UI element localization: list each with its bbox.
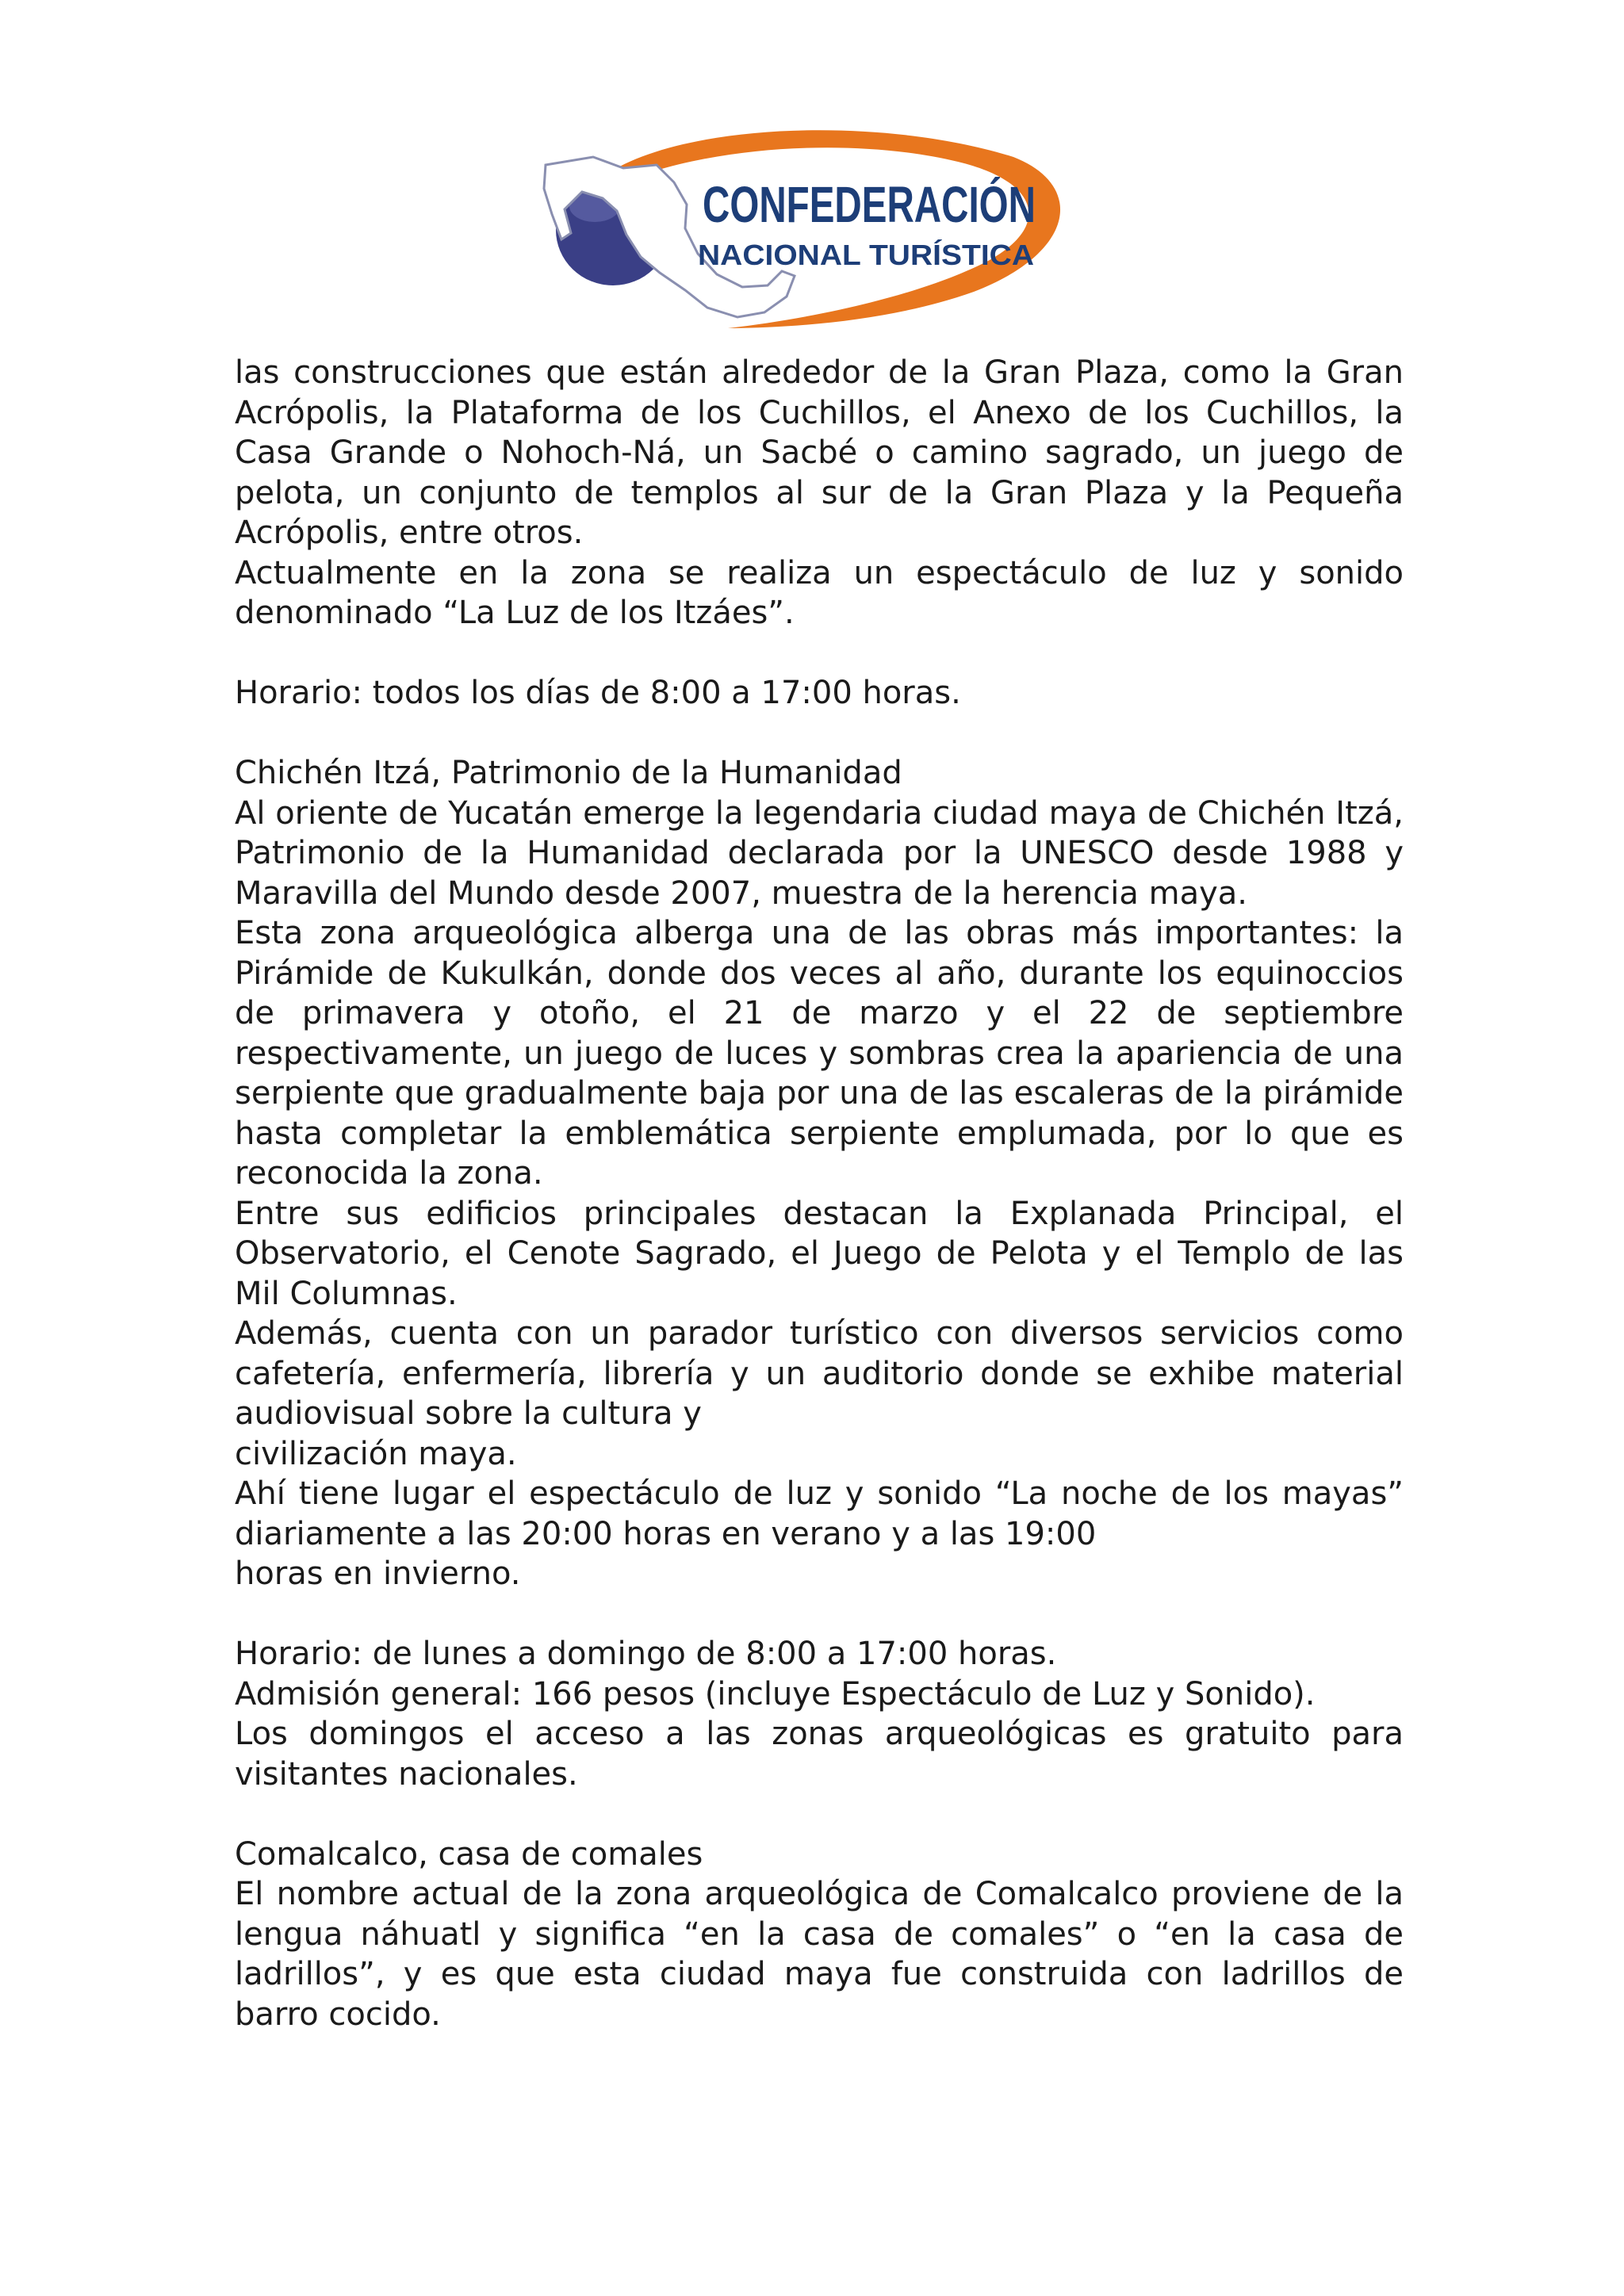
spacer (235, 633, 1404, 674)
paragraph-gran-plaza: las construcciones que están alrededor de la Gran Plaza, como la Gran Acrópolis, la Plataforma de los Cuchillos, el Anexo de los Cuchillos, la Casa Grande o Nohoch-Ná, un Sacbé o camino sagrado, un juego de pelota, un conjunto de templos al sur de la Gran Plaza y la Pequeña Acrópolis, entre otros. (235, 354, 1404, 551)
paragraph-civilizacion: civilización maya. (235, 1435, 517, 1472)
spacer (235, 1794, 1404, 1835)
paragraph-invierno: horas en invierno. (235, 1556, 521, 1592)
logo-line2: NACIONAL TURÍSTICA (698, 239, 1034, 271)
section-heading-chichen-itza: Chichén Itzá, Patrimonio de la Humanidad (235, 755, 902, 791)
paragraph-domingos: Los domingos el acceso a las zonas arqueológicas es gratuito para visitantes nacionales. (235, 1716, 1404, 1793)
section-heading-comalcalco: Comalcalco, casa de comales (235, 1835, 703, 1873)
schedule-line: Horario: todos los días de 8:00 a 17:00 horas. (235, 675, 961, 711)
confederacion-logo (530, 109, 1085, 347)
paragraph-noche-mayas: Ahí tiene lugar el espectáculo de luz y sonido “La noche de los mayas” diariamente a las 20:00 horas en verano y a las 19:00 (235, 1475, 1404, 1552)
document-body (235, 353, 1404, 2034)
admission-line: Admisión general: 166 pesos (incluye Espectáculo de Luz y Sonido). (235, 1675, 1316, 1712)
paragraph-parador: Además, cuenta con un parador turístico con diversos servicios como cafetería, enfermería, librería y un auditorio donde se exhibe material audiovisual sobre la cultura y (235, 1315, 1404, 1432)
spacer (235, 714, 1404, 754)
paragraph-kukulkan: Esta zona arqueológica alberga una de las obras más importantes: la Pirámide de Kukulkán, donde dos veces al año, durante los equinoccios de primavera y otoño, el 21 de marzo y el 22 de septiembre respectivamente, un juego de luces y sombras crea la apariencia de una serpiente que gradualmente baja por una de las escaleras de la pirámide hasta completar la emblemática serpiente emplumada, por lo que es reconocida la zona. (235, 915, 1404, 1192)
paragraph-comalcalco: El nombre actual de la zona arqueológica de Comalcalco proviene de la lengua náhuatl y significa “en la casa de comales” o “en la casa de ladrillos”, y es que esta ciudad maya fue construida con ladrillos de barro cocido. (235, 1876, 1404, 2033)
paragraph-chichen-intro: Al oriente de Yucatán emerge la legendaria ciudad maya de Chichén Itzá, Patrimonio de la Humanidad declarada por la UNESCO desde 1988 y Maravilla del Mundo desde 2007, muestra de la herencia maya. (235, 794, 1404, 912)
paragraph-luz-itzaes: Actualmente en la zona se realiza un espectáculo de luz y sonido denominado “La Luz de los Itzáes”. (235, 554, 1404, 631)
paragraph-edificios: Entre sus edificios principales destacan la Explanada Principal, el Observatorio, el Cenote Sagrado, el Juego de Pelota y el Templo de las Mil Columnas. (235, 1195, 1404, 1312)
spacer (235, 1594, 1404, 1635)
schedule-line: Horario: de lunes a domingo de 8:00 a 17:00 horas. (235, 1636, 1057, 1672)
logo-line1: CONFEDERACIÓN (703, 176, 1036, 233)
